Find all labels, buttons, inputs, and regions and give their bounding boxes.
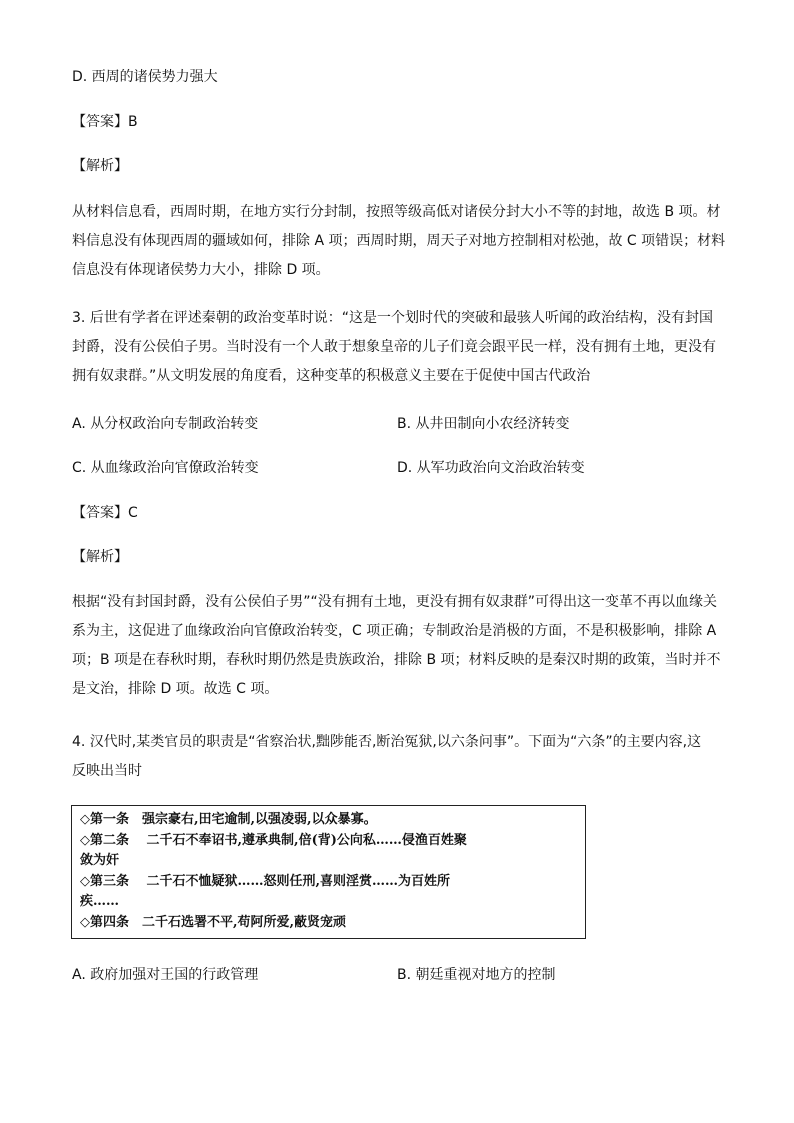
q4-option-b: B. 朝廷重视对地方的控制 xyxy=(397,967,556,983)
stem-line: 封爵，没有公侯伯子男。当时没有一个人敢于想象皇帝的儿子们竟会跟平民一样，没有拥有土地，更没有 xyxy=(72,339,716,355)
answer-label: 【答案】 xyxy=(72,114,128,130)
q2-answer xyxy=(72,112,138,132)
analysis-line: 根据“没有封国封爵，没有公侯伯子男”“没有拥有土地，更没有拥有奴隶群”可得出这一变革不再以血缘关 xyxy=(72,594,718,610)
q2-analysis-label: 【解析】 xyxy=(72,158,128,174)
six-articles-table xyxy=(71,805,586,939)
q3-option-d: D. 从军功政治向文治政治转变 xyxy=(397,460,585,476)
q2-analysis-text xyxy=(72,198,724,285)
analysis-line: 料信息没有体现西周的疆域如何，排除 A 项；西周时期，周天子对地方控制相对松弛，故 C 项错误；材料 xyxy=(72,233,726,249)
q3-option-a: A. 从分权政治向专制政治转变 xyxy=(72,416,259,432)
q2-option-d: D. 西周的诸侯势力强大 xyxy=(72,69,218,85)
stem-line: 反映出当时 xyxy=(72,763,142,779)
table-row: ◇第二条 二千石不奉诏书,遵承典制,倍(背)公向私……侵渔百姓聚 xyxy=(80,832,467,848)
analysis-line: 系为主，这促进了血缘政治向官僚政治转变，C 项正确；专制政治是消极的方面，不是积极影响，排除 A xyxy=(72,623,717,639)
table-row: ◇第四条 二千石选署不平,苟阿所爱,蔽贤宠顽 xyxy=(80,914,347,930)
q3-analysis-text xyxy=(72,588,724,704)
analysis-line: 是文治，排除 D 项。故选 C 项。 xyxy=(72,681,279,697)
analysis-line: 从材料信息看，西周时期，在地方实行分封制，按照等级高低对诸侯分封大小不等的封地，故选 B 项。材 xyxy=(72,204,721,220)
answer-value: B xyxy=(128,114,138,130)
q3-analysis-label: 【解析】 xyxy=(72,549,128,565)
table-row: 疾…… xyxy=(80,894,120,909)
stem-line: 拥有奴隶群。”从文明发展的角度看，这种变革的积极意义主要在于促使中国古代政治 xyxy=(72,368,591,384)
q3-option-c: C. 从血缘政治向官僚政治转变 xyxy=(72,460,259,476)
q4-option-a: A. 政府加强对王国的行政管理 xyxy=(72,967,259,983)
q4-stem xyxy=(72,728,724,786)
table-row: ◇第一条 强宗豪右,田宅逾制,以强凌弱,以众暴寡。 xyxy=(80,812,377,827)
q3-answer xyxy=(72,503,138,523)
answer-label: 【答案】 xyxy=(72,505,128,521)
q3-stem xyxy=(72,304,724,391)
q3-option-b: B. 从井田制向小农经济转变 xyxy=(397,416,570,432)
stem-line: 3. 后世有学者在评述秦朝的政治变革时说：“这是一个划时代的突破和最骇人听闻的政治结构，没有封国 xyxy=(72,310,714,326)
analysis-line: 项；B 项是在春秋时期，春秋时期仍然是贵族政治，排除 B 项；材料反映的是秦汉时期的政策，当时并不 xyxy=(72,652,721,668)
table-row: ◇第三条 二千石不恤疑狱……怒则任刑,喜则淫赏……为百姓所 xyxy=(80,873,451,889)
stem-line: 4. 汉代时,某类官员的职责是“省察治状,黜陟能否,断治冤狱,以六条问事”。下面为“六条”的主要内容,这 xyxy=(72,734,702,750)
analysis-line: 信息没有体现诸侯势力大小，排除 D 项。 xyxy=(72,262,330,278)
answer-value: C xyxy=(128,505,138,521)
table-row: 敛为奸 xyxy=(80,853,120,868)
